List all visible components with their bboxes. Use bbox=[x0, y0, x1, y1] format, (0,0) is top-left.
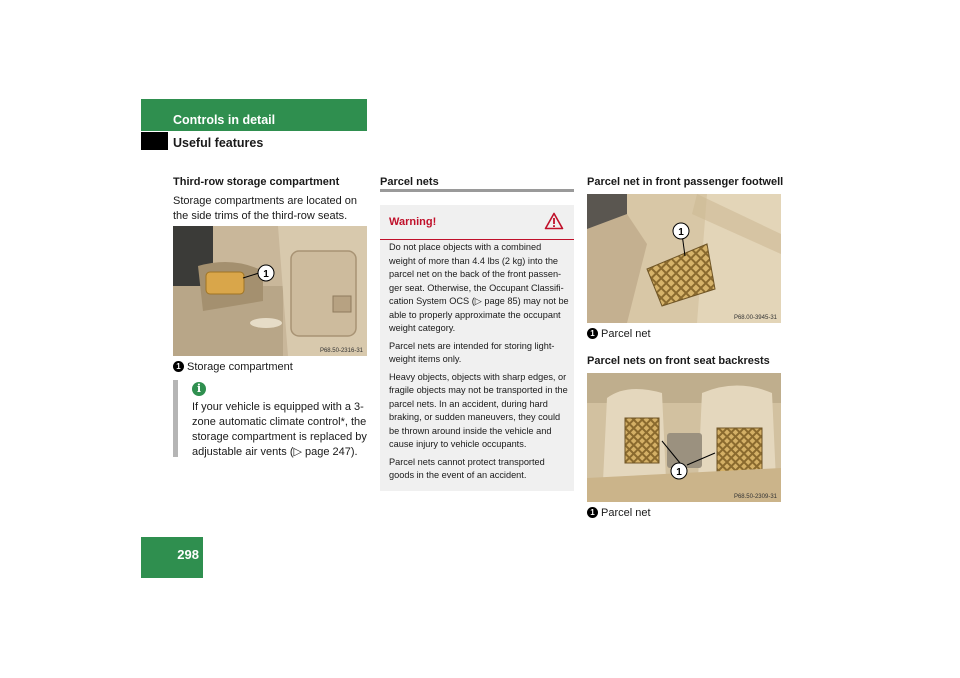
photo-code: P68.50-2316-31 bbox=[319, 348, 363, 354]
callout-number: 1 bbox=[587, 507, 598, 518]
warning-title: Warning! bbox=[389, 216, 437, 228]
storage-compartment-photo bbox=[173, 226, 367, 356]
info-icon: i bbox=[192, 382, 206, 396]
photo-callout-number: 1 bbox=[263, 269, 269, 280]
caption-text: Parcel net bbox=[601, 328, 651, 340]
section-title: Controls in detail bbox=[173, 113, 276, 127]
storage-body: Storage compartments are located on the side trims of the third-row seats. bbox=[173, 195, 358, 222]
backrest-net-photo bbox=[587, 373, 781, 502]
parcel-nets-heading: Parcel nets bbox=[380, 176, 439, 188]
section-subtitle: Useful features bbox=[173, 136, 264, 150]
warning-paragraph: Do not place objects with a combined weight of more than 4.4 lbs (2 kg) into the parcel net on the back of the front passen-ger seat. Otherwise, the Occupant Classifi-cation System OCS (▷ page 85) may not be able to properly approximate the occupant weight category. bbox=[389, 242, 569, 333]
warning-paragraph: Heavy objects, objects with sharp edges, or fragile objects may not be transported in the parcel nets. In an accident, during hard braking, or sudden maneuvers, they could be thrown around inside the vehicle and cause injury to vehicle occupants. bbox=[389, 371, 568, 449]
warning-paragraph: Parcel nets cannot protect transported goods in the event of an accident. bbox=[389, 456, 545, 480]
footwell-heading: Parcel net in front passenger footwell bbox=[587, 176, 784, 188]
footwell-caption bbox=[587, 327, 651, 342]
callout-number: 1 bbox=[173, 361, 184, 372]
warning-paragraph: Parcel nets are intended for storing light-weight items only. bbox=[389, 340, 555, 364]
footwell-net-photo bbox=[587, 194, 781, 323]
info-box bbox=[173, 380, 373, 457]
caption-text: Storage compartment bbox=[187, 361, 293, 373]
page-number: 298 bbox=[177, 547, 199, 562]
section-rule bbox=[380, 189, 574, 192]
warning-text bbox=[389, 241, 569, 487]
info-text: If your vehicle is equipped with a 3-zone automatic climate control*, the storage compartment is replaced by adjustable air vents (▷ page 247). bbox=[192, 401, 367, 458]
photo-callout-number: 1 bbox=[678, 227, 684, 238]
header-marker bbox=[141, 132, 168, 150]
storage-heading: Third-row storage compartment bbox=[173, 176, 340, 188]
storage-caption bbox=[173, 360, 293, 375]
backrest-heading: Parcel nets on front seat backrests bbox=[587, 355, 770, 367]
caption-text: Parcel net bbox=[601, 507, 651, 519]
warning-triangle-icon bbox=[544, 212, 564, 235]
photo-code: P68.00-3945-31 bbox=[733, 315, 777, 321]
photo-callout-number: 1 bbox=[676, 467, 682, 478]
backrest-caption bbox=[587, 506, 651, 521]
photo-code: P68.50-2309-31 bbox=[733, 494, 777, 500]
warning-divider bbox=[380, 239, 574, 240]
callout-number: 1 bbox=[587, 328, 598, 339]
warning-box bbox=[380, 205, 574, 491]
